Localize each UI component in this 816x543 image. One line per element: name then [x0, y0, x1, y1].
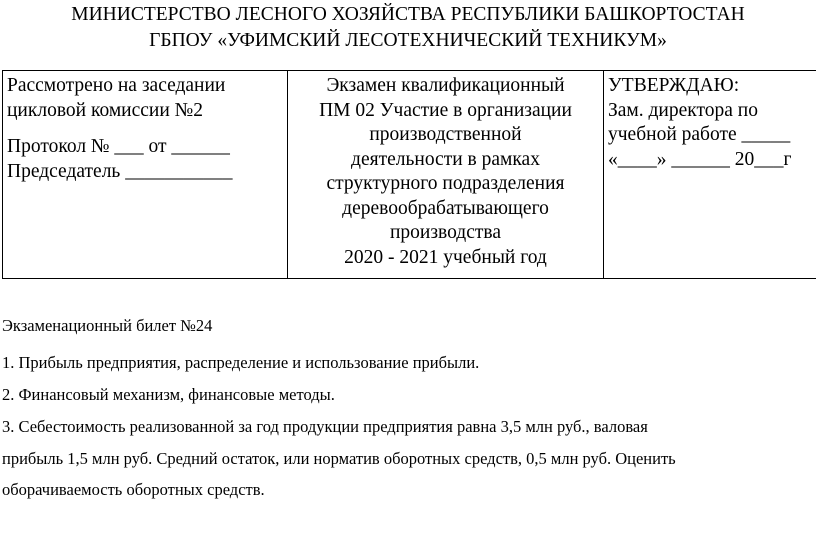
exam-line: структурного подразделения — [326, 173, 565, 194]
question-3-line-1: 3. Себестоимость реализованной за год продукции предприятия равна 3,5 млн руб., валовая — [2, 417, 648, 436]
approve-line-3: учебной работе _____ — [608, 124, 791, 145]
exam-line: Экзамен квалификационный — [326, 75, 565, 96]
exam-line: деятельности в рамках — [351, 148, 540, 170]
protocol-line: Протокол № ___ от ______ — [7, 136, 230, 157]
question-3-line-3: оборачиваемость оборотных средств. — [2, 480, 265, 499]
exam-line: производства — [389, 222, 502, 243]
exam-ticket — [2, 316, 814, 506]
approve-heading: УТВЕРЖДАЮ: — [608, 75, 740, 96]
approval-table — [2, 70, 816, 279]
exam-line: производственной — [369, 124, 522, 145]
approve-date-line: «____» ______ 20___г — [608, 148, 792, 170]
exam-line: деревообрабатывающего — [342, 197, 549, 219]
exam-year: 2020 - 2021 учебный год — [344, 246, 547, 268]
review-cell — [3, 71, 288, 279]
chairman-line: Председатель ___________ — [7, 160, 233, 182]
exam-cell — [288, 71, 604, 279]
document-header — [0, 2, 816, 54]
approve-cell — [604, 71, 816, 279]
college-title: ГБПОУ «УФИМСКИЙ ЛЕСОТЕХНИЧЕСКИЙ ТЕХНИКУМ» — [149, 30, 667, 51]
review-line-1: Рассмотрено на заседании — [7, 75, 226, 96]
question-1: 1. Прибыль предприятия, распределение и использование прибыли. — [2, 353, 480, 372]
ticket-title: Экзаменационный билет №24 — [2, 316, 213, 335]
exam-line: ПМ 02 Участие в организации — [319, 99, 572, 121]
question-3-line-2: прибыль 1,5 млн руб. Средний остаток, или норматив оборотных средств, 0,5 млн руб. Оценить — [2, 448, 676, 468]
question-2: 2. Финансовый механизм, финансовые методы. — [2, 385, 335, 404]
review-line-2: цикловой комиссии №2 — [7, 99, 204, 121]
ministry-title: МИНИСТЕРСТВО ЛЕСНОГО ХОЗЯЙСТВА РЕСПУБЛИКИ БАШКОРТОСТАН — [71, 4, 745, 25]
approve-line-2: Зам. директора по — [608, 99, 758, 121]
